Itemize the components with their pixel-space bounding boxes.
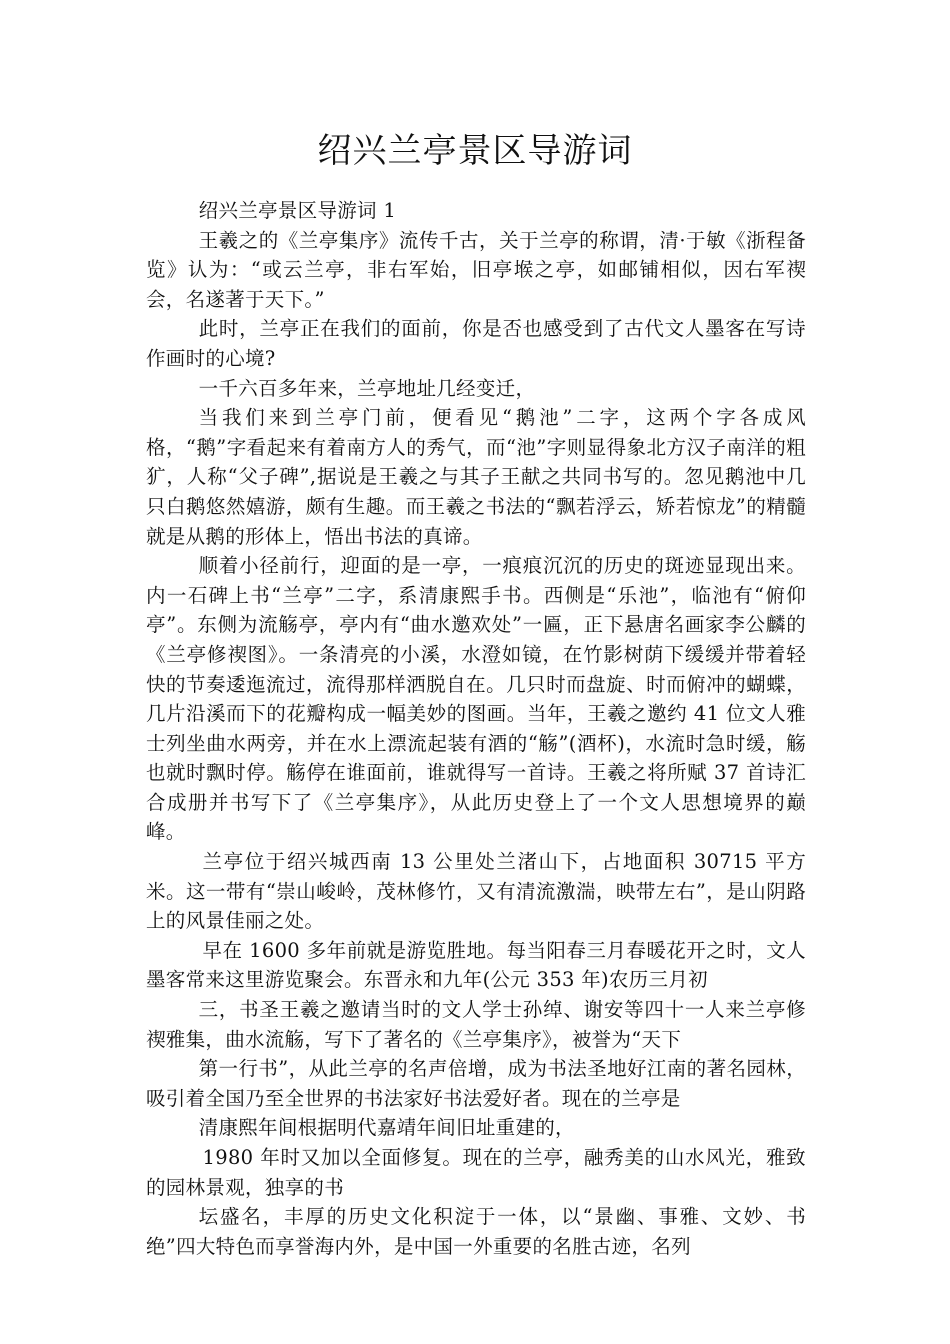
- paragraph: 此时，兰亭正在我们的面前，你是否也感受到了古代文人墨客在写诗作画时的心境?: [146, 317, 806, 370]
- paragraph: 一千六百多年来，兰亭地址几经变迁，: [198, 376, 536, 400]
- paragraph: 1980 年时又加以全面修复。现在的兰亭，融秀美的山水风光，雅致的园林景观，独享的书: [146, 1146, 806, 1199]
- page-title: 绍兴兰亭景区导游词: [317, 131, 633, 171]
- paragraph: 三，书圣王羲之邀请当时的文人学士孙绰、谢安等四十一人来兰亭修禊雅集，曲水流觞，写下了著名的《兰亭集序》，被誉为“天下: [146, 998, 806, 1051]
- paragraph: 顺着小径前行，迎面的是一亭，一痕痕沉沉的历史的斑迹显现出来。内一石碑上书“兰亭”二字，系清康熙手书。西侧是“乐池”，临池有“俯仰亭”。东侧为流觞亭，亭内有“曲水邀欢处”一匾，正下悬唐名画家李公麟的《兰亭修禊图》。一条清亮的小溪，水澄如镜，在竹影树荫下缓缓并带着轻快的节奏逶迤流过，流得那样洒脱自在。几只时而盘旋、时而俯冲的蝴蝶，几片沿溪而下的花瓣构成一幅美妙的图画。当年，王羲之邀约 41 位文人雅士列坐曲水两旁，并在水上漂流起装有酒的“觞”(酒杯)，水流时急时缓，觞也就时飘时停。觞停在谁面前，谁就得写一首诗。王羲之将所赋 37 首诗汇合成册并书写下了《兰亭集序》，从此历史登上了一个文人思想境界的巅峰。: [146, 554, 806, 844]
- paragraph: 王羲之的《兰亭集序》流传千古，关于兰亭的称谓，清·于敏《浙程备览》认为：“或云兰亭，非右军始，旧亭堠之亭，如邮铺相似，因右军禊会，名遂著于天下。”: [146, 228, 806, 311]
- paragraph: 兰亭位于绍兴城西南 13 公里处兰渚山下，占地面积 30715 平方米。这一带有“崇山峻岭，茂林修竹，又有清流激湍，映带左右”，是山阴路上的风景佳丽之处。: [146, 850, 806, 933]
- paragraph: 坛盛名，丰厚的历史文化积淀于一体，以“景幽、事雅、文妙、书绝”四大特色而享誉海内外，是中国一外重要的名胜古迹，名列: [146, 1205, 806, 1258]
- section-heading: 绍兴兰亭景区导游词 1: [198, 199, 397, 222]
- paragraph: 第一行书”，从此兰亭的名声倍增，成为书法圣地好江南的著名园林，吸引着全国乃至全世界的书法家好书法爱好者。现在的兰亭是: [146, 1057, 806, 1110]
- paragraph: 清康熙年间根据明代嘉靖年间旧址重建的，: [198, 1116, 575, 1140]
- paragraph: 早在 1600 多年前就是游览胜地。每当阳春三月春暖花开之时，文人墨客常来这里游览聚会。东晋永和九年(公元 353 年)农历三月初: [146, 938, 806, 992]
- document-body: [146, 196, 806, 1261]
- paragraph: 当我们来到兰亭门前，便看见“鹅池”二字，这两个字各成风格，“鹅”字看起来有着南方人的秀气，而“池”字则显得象北方汉子南洋的粗犷，人称“父子碑”,据说是王羲之与其子王献之共同书写的。忽见鹅池中几只白鹅悠然嬉游，颇有生趣。而王羲之书法的“飘若浮云，矫若惊龙”的精髓就是从鹅的形体上，悟出书法的真谛。: [146, 406, 806, 548]
